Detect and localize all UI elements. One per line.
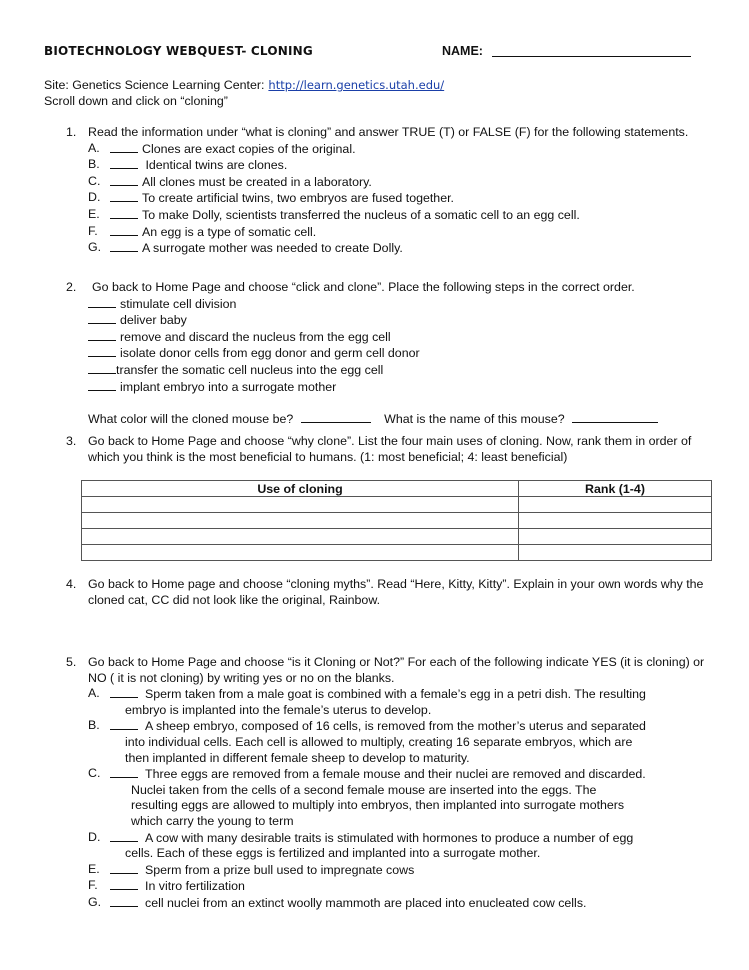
step-text: transfer the somatic cell nucleus into the egg cell [116, 362, 384, 377]
mouse-name-blank[interactable] [572, 411, 658, 423]
item-text: All clones must be created in a laboratory. [142, 174, 372, 189]
mouse-questions [88, 411, 706, 428]
list-item [88, 141, 706, 158]
item-text-continued: embryo is implanted into the female’s uterus to develop. [125, 702, 432, 717]
item-letter: C. [88, 766, 101, 781]
item-letter: A. [88, 686, 100, 701]
item-text: cell nuclei from an extinct woolly mammoth are placed into enucleated cow cells. [145, 895, 587, 910]
rank-cell[interactable] [519, 513, 712, 529]
answer-blank[interactable] [110, 224, 138, 236]
item-text-continued: then implanted in different female sheep to develop to maturity. [125, 750, 470, 765]
question-text: Go back to Home Page and choose “why clone”. List the four main uses of cloning. Now, rank them in order of which you think is the most beneficial to humans. (1: most beneficial; 4: least beneficial) [88, 434, 692, 464]
header-row [44, 44, 704, 62]
item-text: Sperm from a prize bull used to impregnate cows [145, 862, 415, 877]
answer-blank[interactable] [110, 240, 138, 252]
rank-cell[interactable] [519, 497, 712, 513]
site-link[interactable]: http://learn.genetics.utah.edu/ [268, 78, 445, 92]
steps-list [88, 296, 706, 396]
item-letter: B. [88, 718, 100, 733]
item-text-continued: which carry the young to term [131, 813, 294, 828]
color-answer-blank[interactable] [301, 411, 371, 423]
item-letter: C. [88, 173, 101, 188]
color-question: What color will the cloned mouse be? [88, 412, 294, 427]
answer-blank[interactable] [110, 141, 138, 153]
answer-blank[interactable] [110, 895, 138, 907]
question-text: Go back to Home Page and choose “click and clone”. Place the following steps in the correct order. [92, 280, 635, 294]
question-number: 2. [66, 280, 77, 294]
document-title: BIOTECHNOLOGY WEBQUEST- CLONING [44, 44, 313, 58]
name-blank[interactable] [492, 56, 691, 57]
answer-blank[interactable] [110, 878, 138, 890]
table-row [82, 497, 712, 513]
answer-blank[interactable] [110, 686, 138, 698]
answer-blank[interactable] [110, 718, 138, 730]
step-item [88, 345, 706, 362]
item-text: Sperm taken from a male goat is combined with a female’s egg in a petri dish. The resulting [145, 687, 646, 702]
question-number: 5. [66, 655, 77, 669]
list-item [88, 895, 706, 912]
item-text: An egg is a type of somatic cell. [142, 224, 317, 239]
step-item [88, 362, 706, 379]
item-letter: A. [88, 140, 100, 155]
item-letter: F. [88, 223, 98, 238]
list-item [88, 686, 706, 718]
order-blank[interactable] [88, 329, 116, 341]
order-blank[interactable] [88, 312, 116, 324]
list-item [88, 190, 706, 207]
column-header: Rank (1-4) [519, 481, 712, 497]
column-header: Use of cloning [82, 481, 519, 497]
item-text: Clones are exact copies of the original. [142, 141, 356, 156]
name-question: What is the name of this mouse? [384, 412, 565, 427]
question-text: Go back to Home page and choose “cloning myths”. Read “Here, Kitty, Kitty”. Explain in your own words why the cloned cat, CC did not look like the original, Rainbow. [88, 577, 704, 607]
uses-table [81, 480, 712, 561]
table-row [82, 513, 712, 529]
item-letter: D. [88, 829, 101, 844]
use-cell[interactable] [82, 497, 519, 513]
question-1 [66, 125, 706, 257]
question-number: 1. [66, 125, 77, 139]
answer-blank[interactable] [110, 157, 138, 169]
item-letter: G. [88, 894, 102, 909]
list-item [88, 862, 706, 879]
item-text: A sheep embryo, composed of 16 cells, is removed from the mother’s uterus and separated [145, 719, 646, 734]
site-prefix: Site: Genetics Science Learning Center: [44, 78, 265, 92]
step-item [88, 312, 706, 329]
step-text: isolate donor cells from egg donor and germ cell donor [120, 346, 420, 361]
step-item [88, 329, 706, 346]
step-text: implant embryo into a surrogate mother [120, 379, 337, 394]
step-text: stimulate cell division [120, 296, 237, 311]
answer-blank[interactable] [110, 190, 138, 202]
item-text-continued: cells. Each of these eggs is fertilized and implanted into a surrogate mother. [125, 846, 541, 861]
site-line [44, 78, 444, 92]
question-text: Read the information under “what is cloning” and answer TRUE (T) or FALSE (F) for the following statements. [88, 125, 689, 139]
answer-blank[interactable] [110, 207, 138, 219]
item-letter: D. [88, 190, 101, 205]
answer-blank[interactable] [110, 174, 138, 186]
list-item [88, 174, 706, 191]
order-blank[interactable] [88, 345, 116, 357]
question-5 [66, 655, 706, 912]
order-blank[interactable] [88, 362, 116, 374]
item-letter: E. [88, 206, 100, 221]
table-row [82, 529, 712, 545]
item-letter: B. [88, 157, 100, 172]
answer-blank[interactable] [110, 766, 138, 778]
question-3 [66, 434, 706, 465]
table-header-row [82, 481, 712, 497]
step-text: remove and discard the nucleus from the egg cell [120, 329, 391, 344]
use-cell[interactable] [82, 529, 519, 545]
use-cell[interactable] [82, 513, 519, 529]
list-item [88, 224, 706, 241]
question-4 [66, 577, 706, 608]
item-text-continued: Nuclei taken from the cells of a second female mouse are inserted into the eggs. The [131, 782, 597, 797]
question-text: Go back to Home Page and choose “is it Cloning or Not?” For each of the following indicate YES (it is cloning) or NO ( it is not cloning) by writing yes or no on the blanks. [88, 655, 705, 685]
rank-cell[interactable] [519, 529, 712, 545]
order-blank[interactable] [88, 379, 116, 391]
list-item [88, 878, 706, 895]
list-item [88, 830, 706, 862]
true-false-list [88, 141, 706, 257]
step-text: deliver baby [120, 313, 187, 328]
item-text: To create artificial twins, two embryos are fused together. [142, 191, 454, 206]
item-text: Three eggs are removed from a female mouse and their nuclei are removed and discarded. [145, 767, 646, 782]
question-number: 4. [66, 577, 77, 591]
item-letter: G. [88, 240, 102, 255]
item-text: A surrogate mother was needed to create Dolly. [142, 241, 403, 256]
list-item [88, 766, 706, 829]
scroll-instruction: Scroll down and click on “cloning” [44, 94, 228, 108]
item-text: A cow with many desirable traits is stimulated with hormones to produce a number of egg [145, 830, 634, 845]
table-row [82, 545, 712, 561]
answer-blank[interactable] [110, 830, 138, 842]
item-text: In vitro fertilization [145, 879, 245, 894]
use-cell[interactable] [82, 545, 519, 561]
list-item [88, 207, 706, 224]
list-item [88, 718, 706, 766]
item-letter: F. [88, 878, 98, 893]
cloning-or-not-list [88, 686, 706, 911]
question-2 [66, 280, 706, 428]
question-number: 3. [66, 434, 77, 448]
item-text: To make Dolly, scientists transferred the nucleus of a somatic cell to an egg cell. [142, 207, 580, 222]
order-blank[interactable] [88, 296, 116, 308]
item-text-continued: into individual cells. Each cell is allowed to multiply, creating 16 separate embryos, which are [125, 734, 633, 749]
list-item [88, 157, 706, 174]
item-text: Identical twins are clones. [142, 158, 288, 173]
item-letter: E. [88, 861, 100, 876]
list-item [88, 240, 706, 257]
answer-blank[interactable] [110, 862, 138, 874]
step-item [88, 296, 706, 313]
item-text-continued: resulting eggs are allowed to multiply into embryos, then implanted into surrogate mothers [131, 798, 625, 813]
name-label: NAME: [442, 44, 483, 58]
rank-cell[interactable] [519, 545, 712, 561]
step-item [88, 379, 706, 396]
